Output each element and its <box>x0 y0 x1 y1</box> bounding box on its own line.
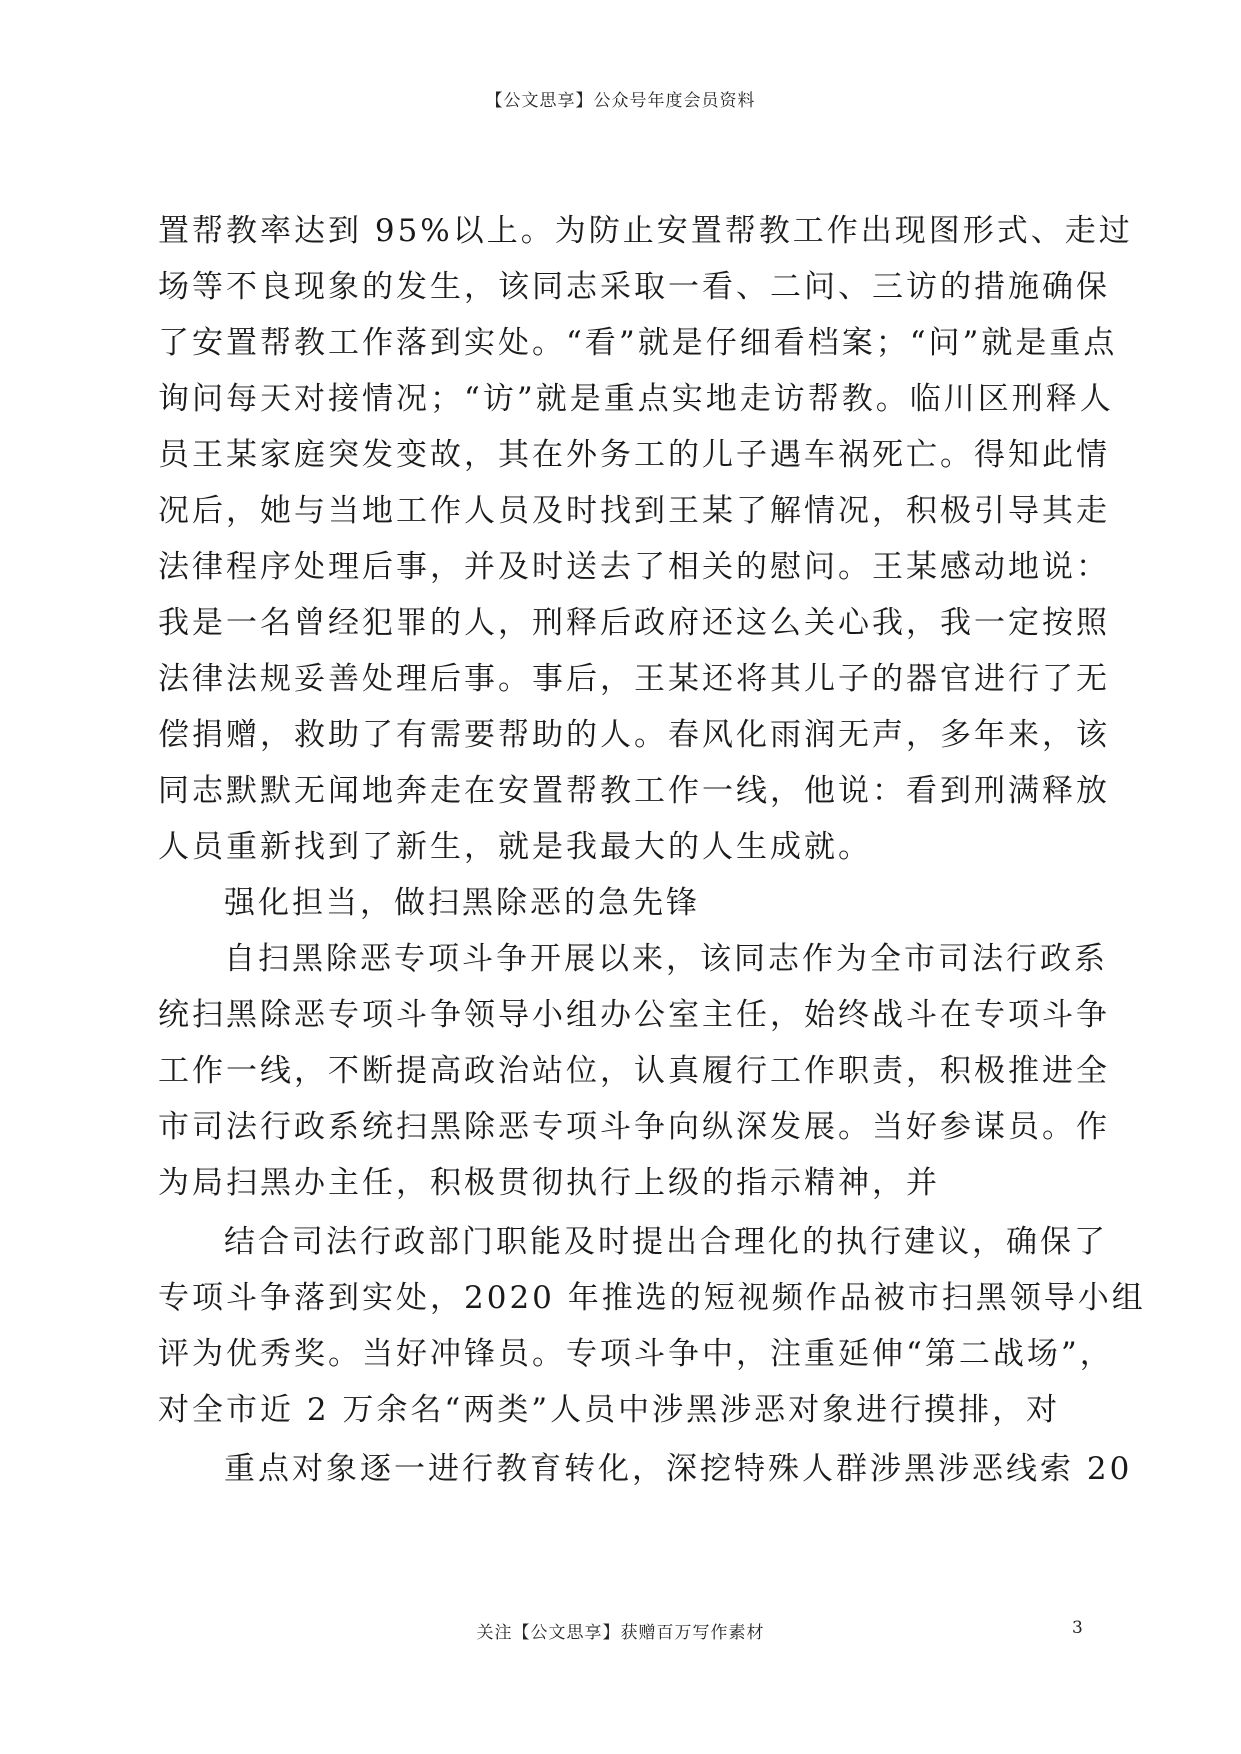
body-line: 场等不良现象的发生，该同志采取一看、二问、三访的措施确保 <box>158 269 1110 305</box>
body-line: 同志默默无闻地奔走在安置帮教工作一线，他说：看到刑满释放 <box>158 773 1110 809</box>
body-line: 置帮教率达到 95%以上。为防止安置帮教工作出现图形式、走过 <box>158 213 1133 249</box>
body-line: 重点对象逐一进行教育转化，深挖特殊人群涉黑涉恶线索 20 <box>224 1451 1133 1487</box>
body-line: 人员重新找到了新生，就是我最大的人生成就。 <box>158 829 872 865</box>
page-header: 【公文思享】公众号年度会员资料 <box>485 91 756 111</box>
page-number: 3 <box>1072 1618 1083 1638</box>
body-line: 我是一名曾经犯罪的人，刑释后政府还这么关心我，我一定按照 <box>158 605 1110 641</box>
body-line: 统扫黑除恶专项斗争领导小组办公室主任，始终战斗在专项斗争 <box>158 997 1110 1033</box>
body-line: 法律程序处理后事，并及时送去了相关的慰问。王某感动地说： <box>158 549 1110 585</box>
body-line: 员王某家庭突发变故，其在外务工的儿子遇车祸死亡。得知此情 <box>158 437 1110 473</box>
body-line: 工作一线，不断提高政治站位，认真履行工作职责，积极推进全 <box>158 1053 1110 1089</box>
body-line: 自扫黑除恶专项斗争开展以来，该同志作为全市司法行政系 <box>224 941 1108 977</box>
body-line: 结合司法行政部门职能及时提出合理化的执行建议，确保了 <box>224 1224 1108 1260</box>
body-line: 法律法规妥善处理后事。事后，王某还将其儿子的器官进行了无 <box>158 661 1110 697</box>
body-line: 市司法行政系统扫黑除恶专项斗争向纵深发展。当好参谋员。作 <box>158 1109 1110 1145</box>
body-line: 评为优秀奖。当好冲锋员。专项斗争中，注重延伸“第二战场”， <box>158 1336 1114 1372</box>
body-line: 偿捐赠，救助了有需要帮助的人。春风化雨润无声，多年来，该 <box>158 717 1110 753</box>
body-line: 询问每天对接情况；“访”就是重点实地走访帮教。临川区刑释人 <box>158 381 1114 417</box>
body-line: 专项斗争落到实处，2020 年推选的短视频作品被市扫黑领导小组 <box>158 1280 1146 1316</box>
body-line: 为局扫黑办主任，积极贯彻执行上级的指示精神，并 <box>158 1165 940 1201</box>
document-body <box>158 203 1146 1497</box>
body-line: 况后，她与当地工作人员及时找到王某了解情况，积极引导其走 <box>158 493 1110 529</box>
body-line: 了安置帮教工作落到实处。“看”就是仔细看档案；“问”就是重点 <box>158 325 1118 361</box>
section-heading: 强化担当，做扫黑除恶的急先锋 <box>224 885 700 921</box>
page-footer: 关注【公文思享】获赠百万写作素材 <box>476 1623 765 1643</box>
body-line: 对全市近 2 万余名“两类”人员中涉黑涉恶对象进行摸排，对 <box>158 1392 1061 1428</box>
